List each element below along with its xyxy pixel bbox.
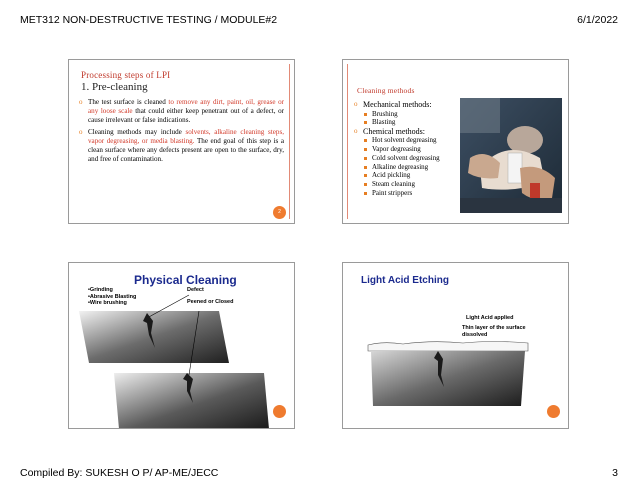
list-item: •Grinding: [88, 287, 113, 293]
text: Vapor degreasing: [372, 145, 421, 154]
square-bullet-icon: [364, 139, 367, 142]
metal-block: [371, 351, 525, 406]
acid-etching-diagram: [343, 263, 569, 429]
acid-layer: [368, 342, 528, 352]
list-item: [354, 189, 464, 198]
slide-accent-line: [289, 64, 290, 219]
slide-number-badge: [273, 405, 286, 418]
square-bullet-icon: [364, 148, 367, 151]
label-layer-dissolved: Thin layer of the surface dissolved: [462, 325, 526, 338]
slide-number-badge: 2: [273, 206, 286, 219]
text: Acid pickling: [372, 171, 411, 180]
list-item: [354, 110, 464, 119]
slide-acid-etching: [342, 262, 569, 429]
list-item: •Abrasive Blasting: [88, 293, 137, 300]
circle-bullet-icon: o: [79, 128, 83, 136]
label-peened: Peened or Closed: [187, 299, 234, 305]
list-item: [354, 145, 464, 154]
label-defect: Defect: [187, 287, 204, 293]
text: Steam cleaning: [372, 179, 415, 188]
list-item: [354, 100, 464, 110]
list-item: [354, 180, 464, 189]
text: Chemical methods:: [363, 126, 425, 136]
text: that could either keep penetrant out of a defect, or cause irrelevant or false indications.: [88, 107, 284, 124]
text: Mechanical methods:: [363, 100, 432, 109]
list-item: •Wire brushing: [88, 300, 127, 306]
slide-title: Physical Cleaning: [134, 273, 237, 287]
text: Blasting: [372, 118, 396, 127]
list-item: [354, 118, 464, 127]
text: Alkaline degreasing: [372, 162, 429, 171]
slide-physical-cleaning: [68, 262, 295, 429]
square-bullet-icon: [364, 113, 367, 116]
list-item: [354, 136, 464, 145]
square-bullet-icon: [364, 192, 367, 195]
slide-cleaning-methods: [342, 59, 569, 224]
text: The test surface is cleaned: [88, 98, 169, 106]
highlight-text: solvents, alkaline cleaning steps, vapor degreasing, or media blasting.: [88, 128, 284, 145]
slide-body: [79, 98, 284, 167]
text: Brushing: [372, 109, 398, 118]
square-bullet-icon: [364, 157, 367, 160]
metal-block-top: [79, 311, 229, 363]
list-item: [354, 163, 464, 172]
list-item: [354, 171, 464, 180]
slide-title: Cleaning methods: [357, 86, 415, 95]
circle-bullet-icon: o: [79, 98, 83, 106]
physical-cleaning-diagram: [69, 263, 295, 429]
page-header-date: 6/1/2022: [577, 14, 618, 26]
text: Cleaning methods may include: [88, 128, 186, 136]
page-footer-number: 3: [612, 467, 618, 479]
slide-subtitle: Processing steps of LPI: [81, 70, 171, 80]
list-item: [354, 154, 464, 163]
page-header-title: MET312 NON-DESTRUCTIVE TESTING / MODULE#2: [20, 14, 278, 26]
paragraph-methods: [79, 128, 284, 164]
text: The end goal of this step is a clean surface where any defects present are open to the surface, dry, and free of contamination.: [88, 137, 284, 163]
label-acid-applied: Light Acid applied: [466, 315, 514, 321]
slide-processing-steps: [68, 59, 295, 224]
text: Paint strippers: [372, 188, 413, 197]
slide-title: Light Acid Etching: [361, 275, 449, 286]
circle-bullet-icon: o: [354, 126, 358, 135]
square-bullet-icon: [364, 174, 367, 177]
slide-accent-line: [347, 64, 348, 219]
text: Hot solvent degreasing: [372, 136, 437, 145]
paragraph-cleaning: [79, 98, 284, 125]
square-bullet-icon: [364, 121, 367, 124]
methods-list: [354, 100, 464, 197]
highlight-text: to remove any dirt, paint, oil, grease or any loose scale: [88, 98, 284, 115]
page-footer-author: Compiled By: SUKESH O P/ AP-ME/JECC: [20, 467, 219, 479]
circle-bullet-icon: o: [354, 100, 358, 108]
text: Cold solvent degreasing: [372, 153, 440, 162]
cleaning-photo: [460, 98, 562, 213]
square-bullet-icon: [364, 183, 367, 186]
slide-number-badge: [547, 405, 560, 418]
slide-title: 1. Pre-cleaning: [81, 81, 148, 93]
square-bullet-icon: [364, 166, 367, 169]
list-item: [354, 127, 464, 137]
